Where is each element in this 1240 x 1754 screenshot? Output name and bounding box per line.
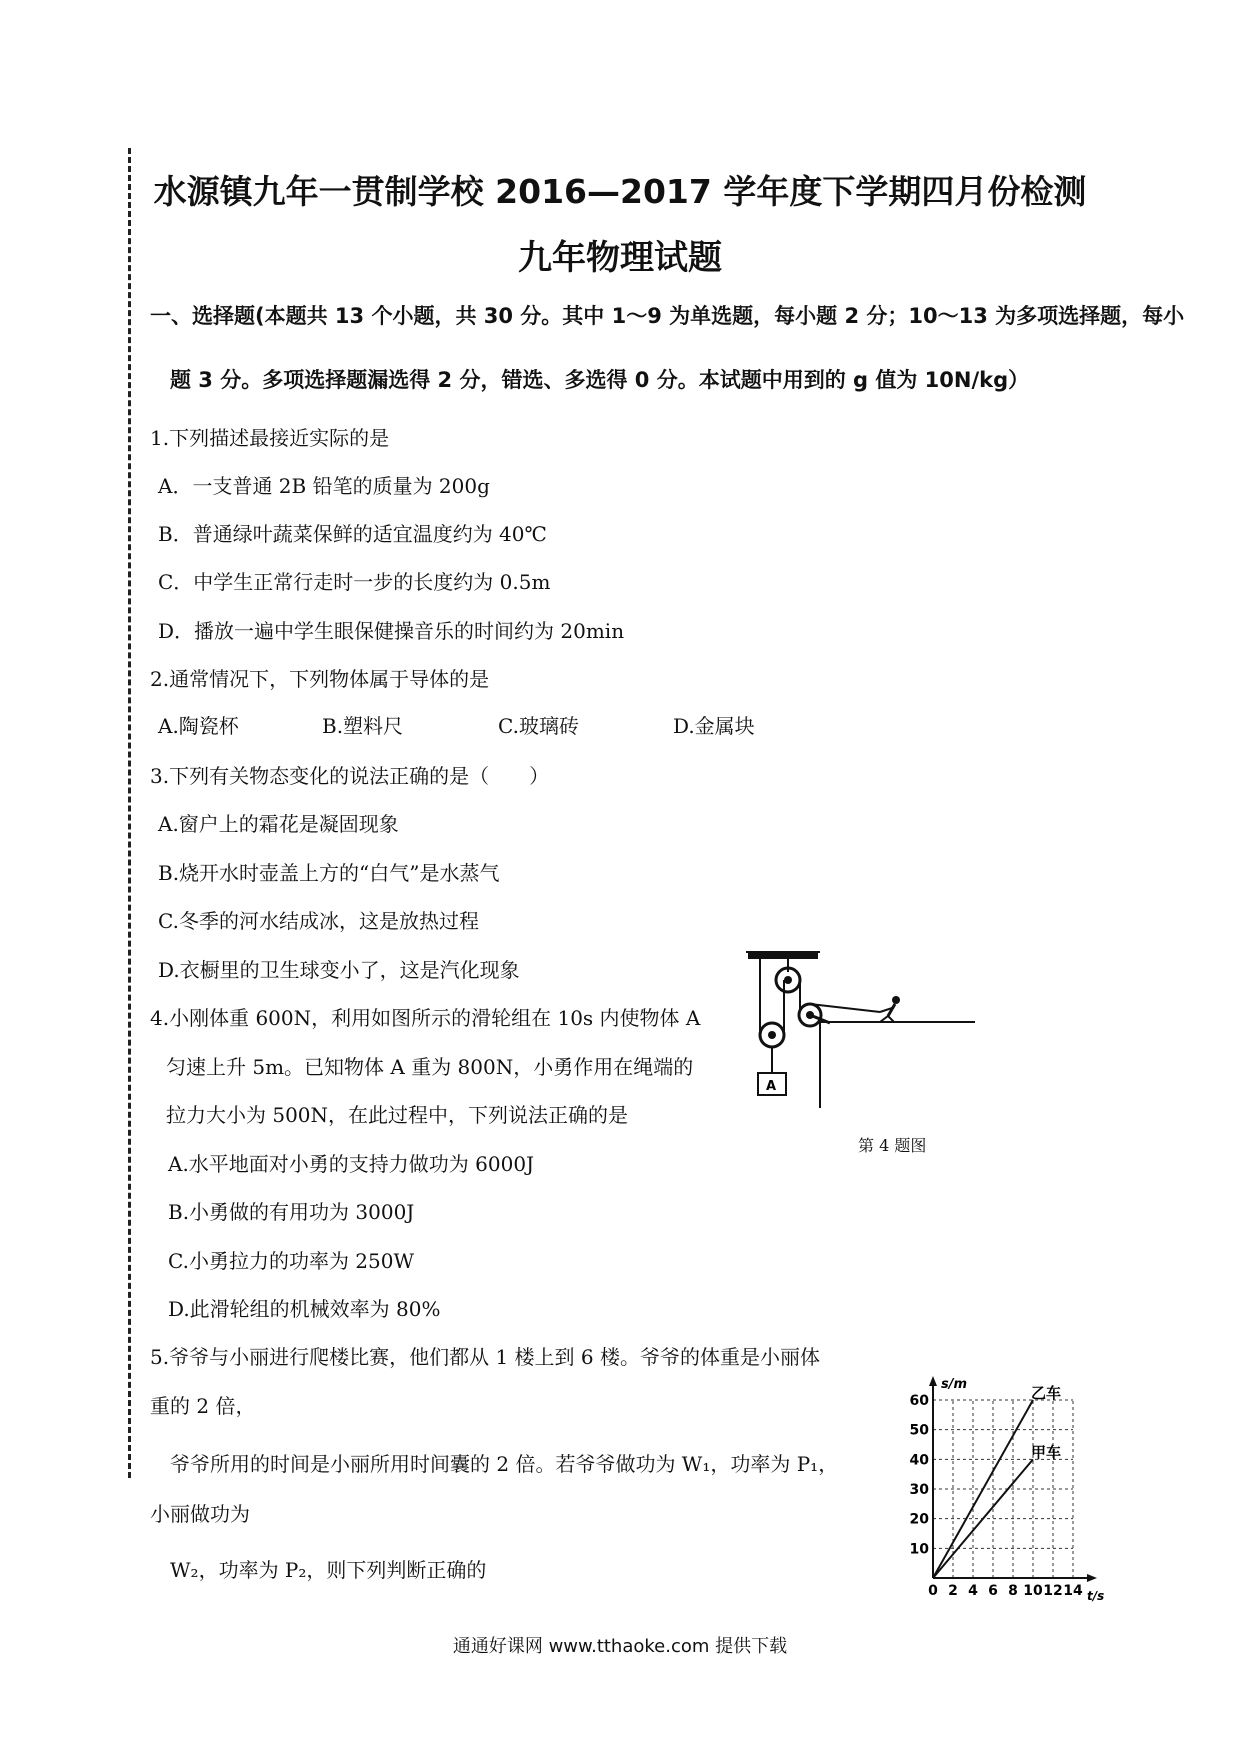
binding-margin-line (128, 148, 131, 1478)
x-tick-label: 0 (928, 1583, 938, 1599)
y-axis-arrow (929, 1376, 937, 1386)
q3-option-a: A.窗户上的霜花是凝固现象 (158, 812, 399, 836)
q5-stem-line3: 爷爷所用的时间是小丽所用时间囊的 2 倍。若爷爷做功为 W₁，功率为 P₁， (170, 1452, 839, 1476)
y-tick-label: 40 (909, 1452, 929, 1469)
q4-option-a: A.水平地面对小勇的支持力做功为 6000J (168, 1152, 535, 1176)
person-figure (892, 996, 900, 1004)
x-tick-label: 4 (968, 1583, 978, 1599)
q2-option-c: C.玻璃砖 (498, 714, 579, 738)
series-label-2: 甲车 (1031, 1443, 1062, 1462)
ceiling-beam (748, 952, 818, 959)
y-tick-label: 50 (909, 1422, 929, 1439)
q3-option-b: B.烧开水时壶盖上方的“白气”是水蒸气 (158, 861, 500, 885)
q4-option-d: D.此滑轮组的机械效率为 80% (168, 1297, 441, 1321)
y-tick-label: 10 (909, 1541, 929, 1558)
q1-stem: 1.下列描述最接近实际的是 (150, 426, 390, 450)
pulley-figure (740, 950, 990, 1125)
x-tick-label: 10 (1023, 1583, 1043, 1599)
y-tick-label: 60 (909, 1393, 929, 1409)
q4-stem-line3: 拉力大小为 500N，在此过程中，下列说法正确的是 (166, 1103, 629, 1127)
x-tick-label: 12 (1043, 1583, 1063, 1599)
q5-stem-line5: W₂，功率为 P₂，则下列判断正确的 (170, 1558, 487, 1582)
x-axis-label: t/s (1087, 1589, 1105, 1603)
q5-stem-line1: 5.爷爷与小丽进行爬楼比赛，他们都从 1 楼上到 6 楼。爷爷的体重是小丽体 (150, 1345, 820, 1369)
q2-stem: 2.通常情况下，下列物体属于导体的是 (150, 667, 490, 691)
q5-stem-line4: 小丽做功为 (150, 1502, 250, 1526)
x-axis-arrow (1087, 1574, 1097, 1582)
x-tick-label: 6 (988, 1583, 998, 1599)
q3-stem: 3.下列有关物态变化的说法正确的是（ ） (150, 764, 550, 788)
section-instruction-line2: 题 3 分。多项选择题漏选得 2 分，错选、多选得 0 分。本试题中用到的 g 值为 10N/kg） (170, 368, 1030, 392)
y-tick-label: 30 (909, 1482, 929, 1498)
exam-title: 水源镇九年一贯制学校 2016—2017 学年度下学期四月份检测 (153, 172, 1087, 211)
exam-subtitle: 九年物理试题 (518, 238, 722, 278)
y-tick-label: 20 (909, 1511, 929, 1528)
chart-grid (933, 1400, 1073, 1578)
q1-option-b: B．普通绿叶蔬菜保鲜的适宜温度约为 40℃ (158, 522, 547, 546)
q4-stem-line2: 匀速上升 5m。已知物体 A 重为 800N，小勇作用在绳端的 (166, 1055, 694, 1079)
series-label-1: 乙车 (1031, 1384, 1062, 1402)
page-footer: 通通好课网 www.tthaoke.com 提供下载 (452, 1636, 788, 1657)
q2-option-d: D.金属块 (673, 714, 755, 738)
q1-option-a: A．一支普通 2B 铅笔的质量为 200g (158, 474, 490, 498)
q4-option-c: C.小勇拉力的功率为 250W (168, 1249, 415, 1273)
q1-option-d: D．播放一遍中学生眼保健操音乐的时间约为 20min (158, 619, 625, 643)
q3-option-d: D.衣橱里的卫生球变小了，这是汽化现象 (158, 958, 520, 982)
q4-figure-caption: 第 4 题图 (858, 1136, 927, 1155)
q2-option-b: B.塑料尺 (322, 714, 404, 738)
x-tick-label: 2 (948, 1583, 958, 1599)
st-chart (885, 1370, 1105, 1610)
q1-option-c: C．中学生正常行走时一步的长度约为 0.5m (158, 570, 551, 594)
x-tick-label: 8 (1008, 1583, 1018, 1599)
block-a-label: A (766, 1079, 777, 1094)
q5-stem-line2: 重的 2 倍， (150, 1394, 256, 1418)
q2-option-a: A.陶瓷杯 (158, 714, 239, 738)
q4-option-b: B.小勇做的有用功为 3000J (168, 1200, 415, 1224)
q4-stem-line1: 4.小刚体重 600N，利用如图所示的滑轮组在 10s 内使物体 A (150, 1006, 701, 1030)
x-tick-label: 14 (1063, 1583, 1083, 1599)
q3-option-c: C.冬季的河水结成冰，这是放热过程 (158, 909, 479, 933)
section-instruction-line1: 一、选择题(本题共 13 个小题，共 30 分。其中 1～9 为单选题，每小题 2 分；10～13 为多项选择题，每小 (150, 304, 1185, 328)
y-axis-label: s/m (941, 1377, 968, 1392)
